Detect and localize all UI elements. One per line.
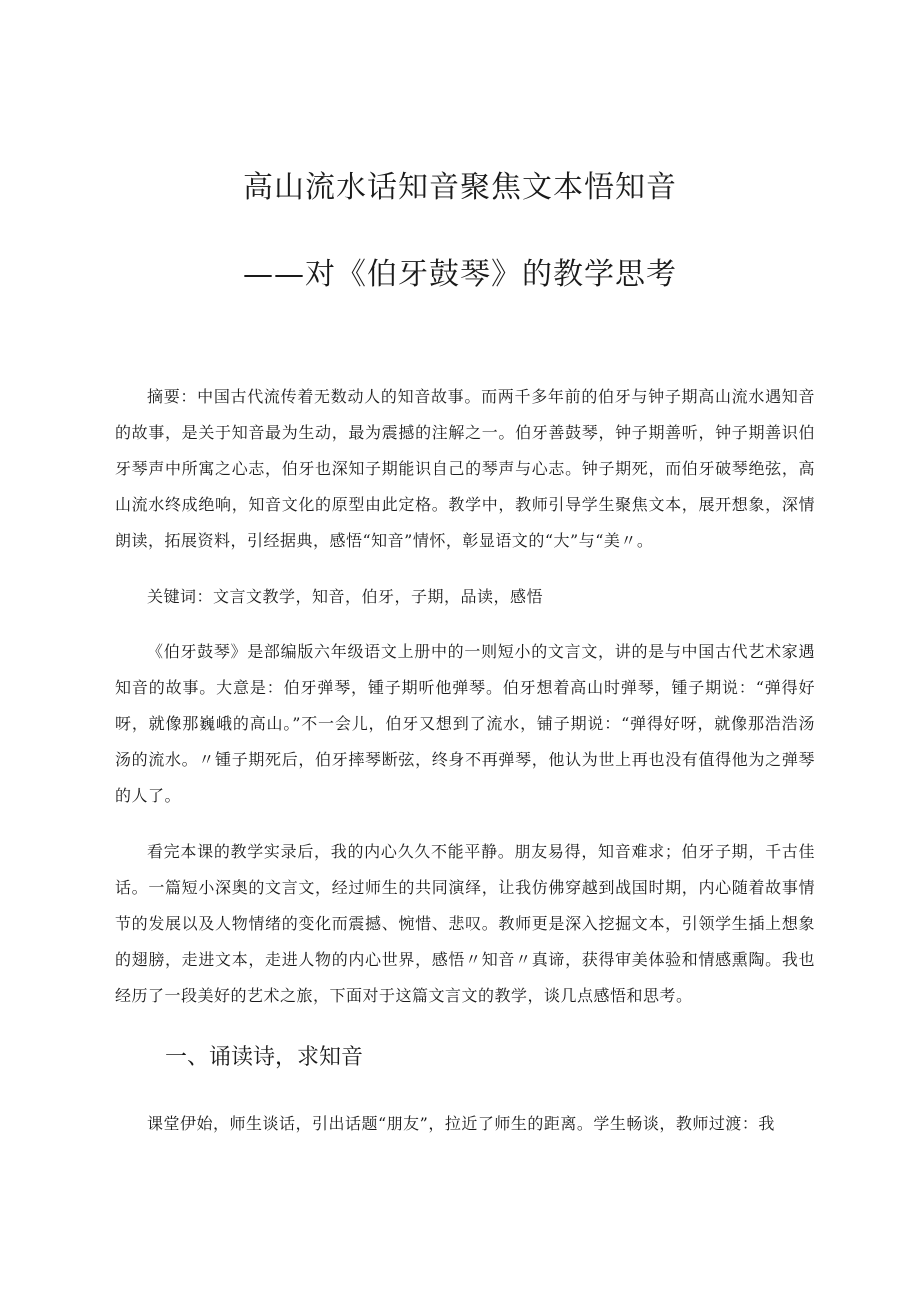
keywords-line: 关键词：文言文教学，知音，伯牙，子期，品读，感悟	[147, 587, 544, 606]
abstract-paragraph: 摘要：中国古代流传着无数动人的知音故事。而两千多年前的伯牙与钟子期高山流水遇知音的故事，是关于知音最为生动，最为震撼的注解之一。伯牙善鼓琴，钟子期善听，钟子期善识伯牙琴声中所寓之心志，伯牙也深知子期能识自己的琴声与心志。钟子期死，而伯牙破琴绝弦，高山流水终成绝响，知音文化的原型由此定格。教学中，教师引导学生聚焦文本，展开想象，深情朗读，拓展资料，引经据典，感悟“知音”情怀，彰显语文的“大”与“美〃。	[115, 387, 815, 550]
section-heading: 一、诵读诗，求知音	[165, 1045, 364, 1070]
body-paragraph-1: 《伯牙鼓琴》是部编版六年级语文上册中的一则短小的文言文，讲的是与中国古代艺术家遇知音的故事。大意是：伯牙弹琴，锺子期听他弹琴。伯牙想着高山时弹琴，锺子期说：“弹得好呀，就像那巍峨的高山。”不一会儿，伯牙又想到了流水，铺子期说：“弹得好呀，就像那浩浩汤汤的流水。〃锺子期死后，伯牙摔琴断弦，终身不再弹琴，他认为世上再也没有值得他为之弹琴的人了。	[115, 642, 815, 805]
body-paragraph-3: 课堂伊始，师生谈话，引出话题“朋友”，拉近了师生的距离。学生畅谈，教师过渡：我	[147, 1114, 775, 1133]
document-subtitle: ——对《伯牙鼓琴》的教学思考	[243, 257, 677, 292]
document-title: 高山流水话知音聚焦文本悟知音	[243, 170, 677, 205]
body-paragraph-2: 看完本课的教学实录后，我的内心久久不能平静。朋友易得，知音难求；伯牙子期，千古佳话。一篇短小深奥的文言文，经过师生的共同演绎，让我仿佛穿越到战国时期，内心随着故事情节的发展以及人物情绪的变化而震撼、惋惜、悲叹。教师更是深入挖掘文本，引领学生插上想象的翅膀，走进文本，走进人物的内心世界，感悟〃知音〃真谛，获得审美体验和情感熏陶。我也经历了一段美好的艺术之旅，下面对于这篇文言文的教学，谈几点感悟和思考。	[115, 842, 815, 1005]
